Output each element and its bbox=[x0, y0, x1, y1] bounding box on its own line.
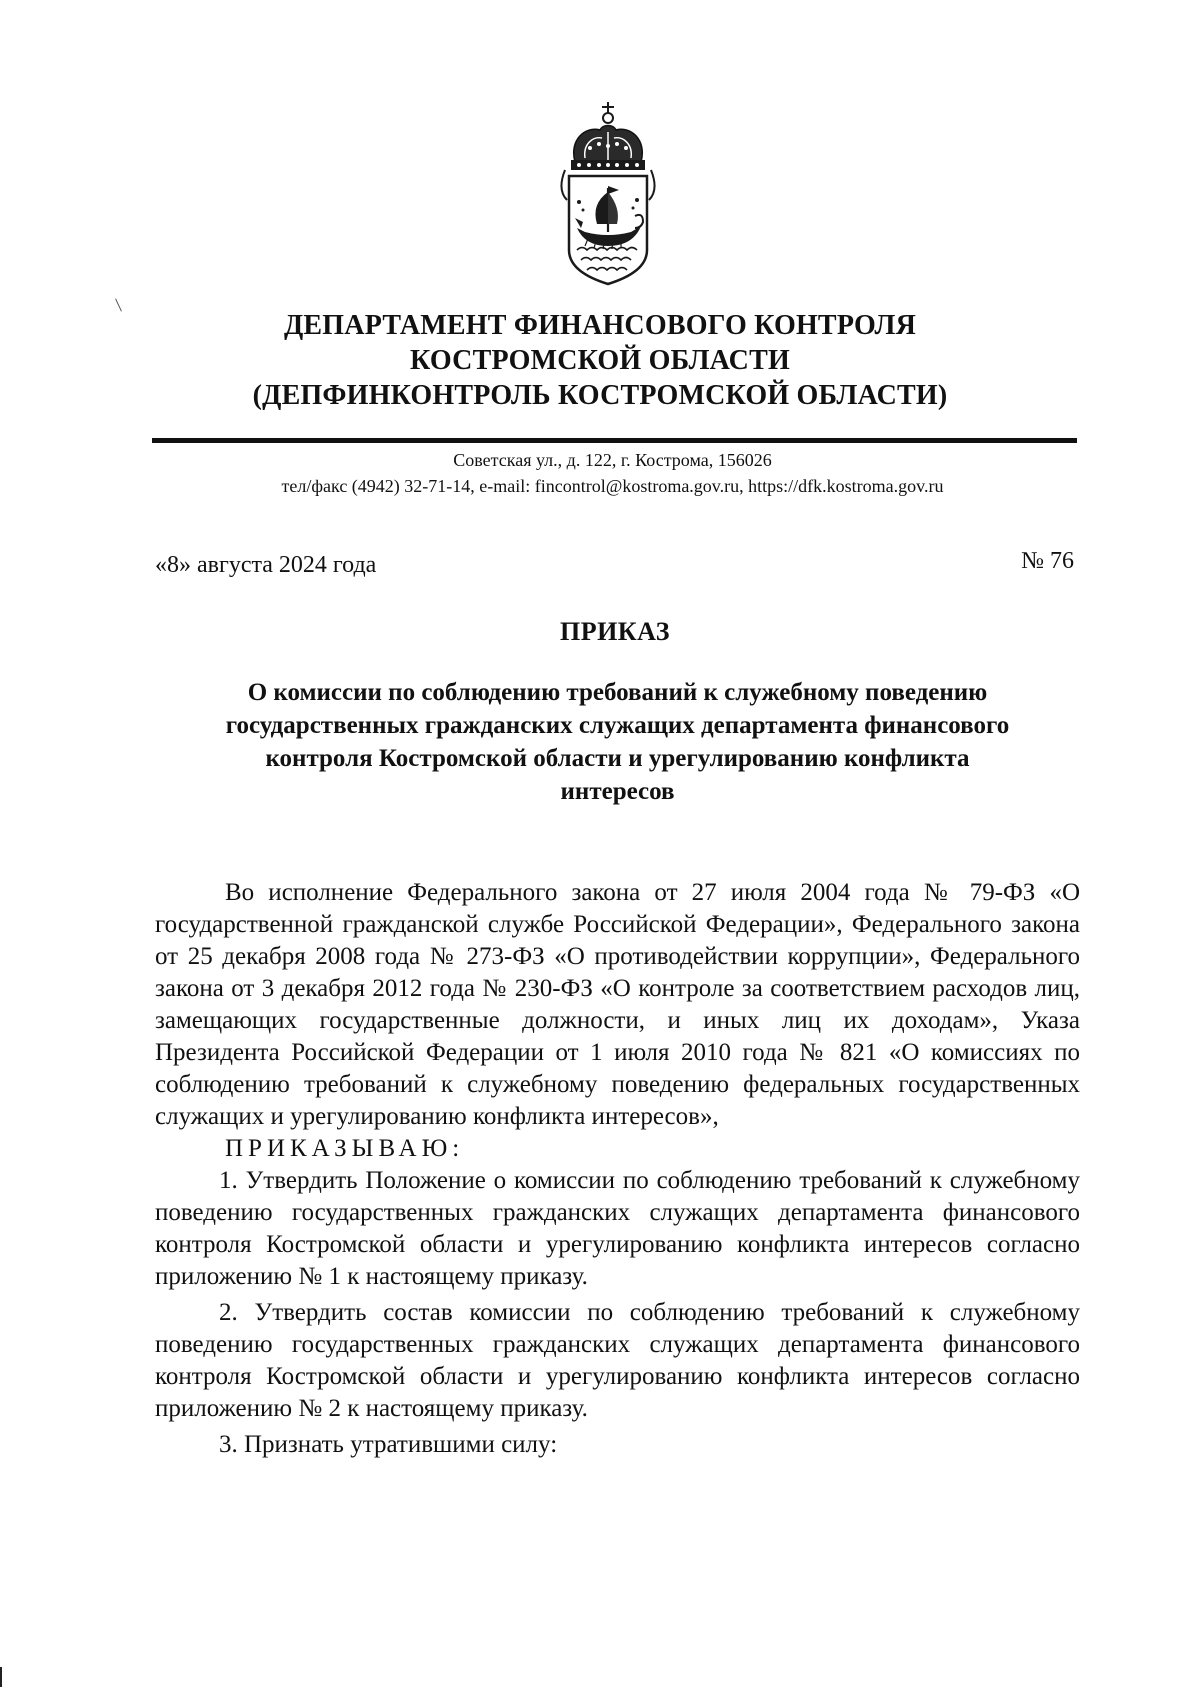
order-item-3: 3. Признать утратившими силу: bbox=[219, 1431, 558, 1458]
document-title: ПРИКАЗ bbox=[559, 617, 671, 646]
order-number: № 76 bbox=[1021, 548, 1074, 574]
subject-line-3: контроля Костромской области и урегулированию конфликта bbox=[265, 745, 970, 772]
order-word: ПРИКАЗЫВАЮ: bbox=[225, 1135, 465, 1162]
order-date: «8» августа 2024 года bbox=[155, 552, 377, 578]
order-subject bbox=[150, 676, 1085, 808]
header-contacts bbox=[150, 447, 1075, 499]
subject-line-2: государственных гражданских служащих департамента финансового bbox=[225, 712, 1010, 739]
department-name bbox=[140, 308, 1060, 413]
scan-edge-mark bbox=[0, 1667, 2, 1687]
order-body bbox=[155, 877, 1080, 1461]
preamble-paragraph: Во исполнение Федерального закона от 27 июля 2004 года № 79-ФЗ «О государственной гражданской службе Российской Федерации», Федерального закона от 25 декабря 2008 года № 273-ФЗ «О противодействии коррупции», Федерального закона от 3 декабря 2012 года № 230-ФЗ «О контроле за соответствием расходов лиц, замещающих государственные должности, и иных лиц их доходам», Указа Президента Российской Федерации от 1 июля 2010 года № 821 «О комиссиях по соблюдению требований к служебному поведению федеральных государственных служащих и урегулированию конфликта интересов», bbox=[155, 879, 1080, 1130]
kostroma-coat-of-arms-icon bbox=[555, 100, 661, 288]
department-line-2: КОСТРОМСКОЙ ОБЛАСТИ bbox=[410, 345, 790, 376]
subject-line-4: интересов bbox=[560, 778, 675, 805]
order-item-2: 2. Утвердить состав комиссии по соблюдению требований к служебному поведению государственных гражданских служащих департамента финансового контроля Костромской области и урегулированию конфликта интересов согласно приложению № 2 к настоящему приказу. bbox=[155, 1299, 1080, 1422]
address-line: Советская ул., д. 122, г. Кострома, 156026 bbox=[453, 450, 772, 470]
header-rule bbox=[152, 438, 1077, 443]
contacts-line: тел/факс (4942) 32-71-14, e-mail: fincontrol@kostroma.gov.ru, https://dfk.kostroma.gov.ru bbox=[281, 476, 944, 496]
scan-speck bbox=[115, 298, 122, 311]
order-item-1: 1. Утвердить Положение о комиссии по соблюдению требований к служебному поведению государственных гражданских служащих департамента финансового контроля Костромской области и урегулированию конфликта интересов согласно приложению № 1 к настоящему приказу. bbox=[155, 1167, 1080, 1290]
department-line-3: (ДЕПФИНКОНТРОЛЬ КОСТРОМСКОЙ ОБЛАСТИ) bbox=[252, 380, 948, 411]
subject-line-1: О комиссии по соблюдению требований к служебному поведению bbox=[247, 679, 988, 706]
department-line-1: ДЕПАРТАМЕНТ ФИНАНСОВОГО КОНТРОЛЯ bbox=[283, 310, 917, 341]
